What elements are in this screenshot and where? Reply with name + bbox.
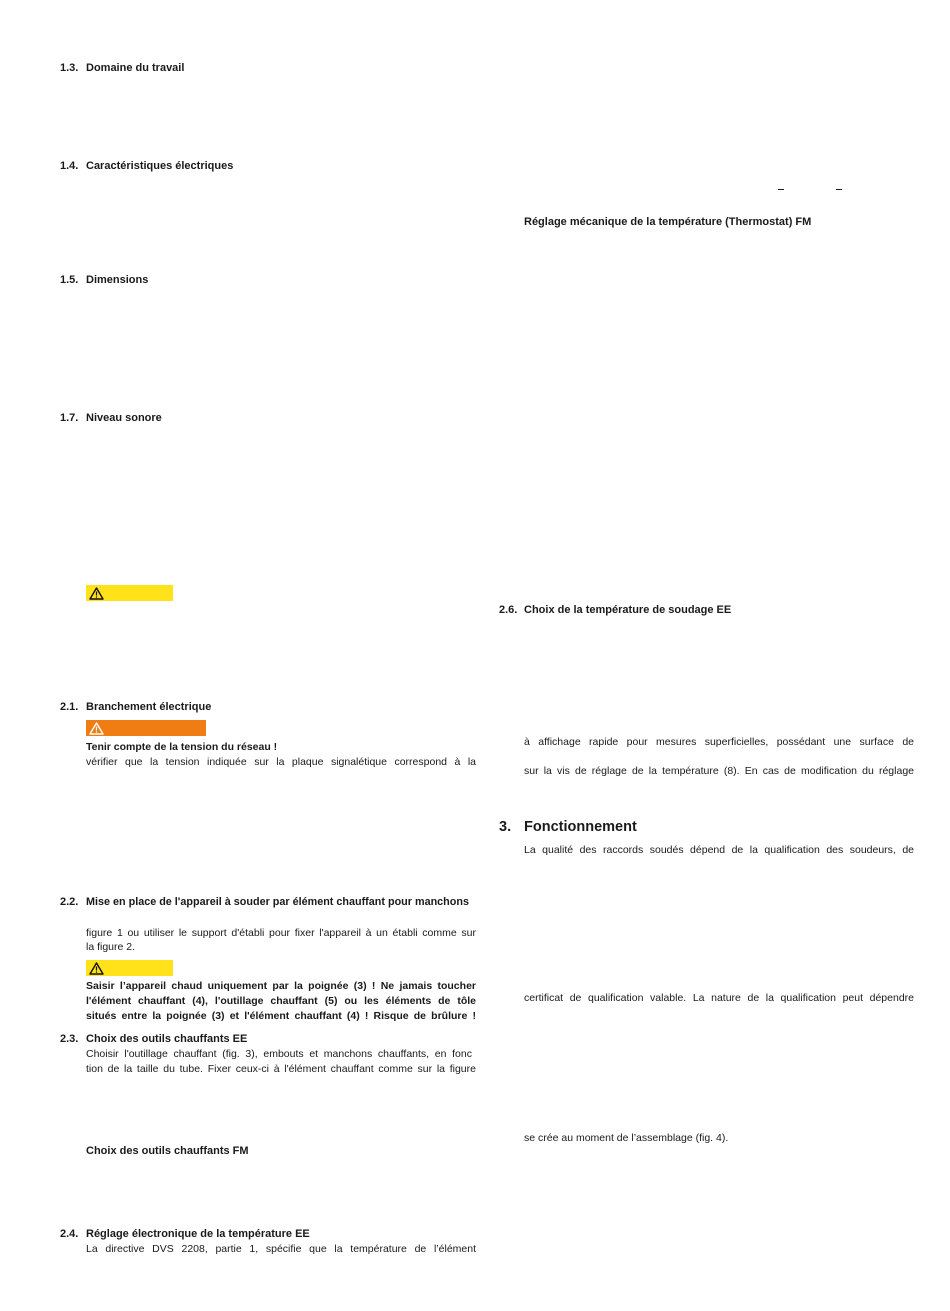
warning-text: Saisir l’appareil chaud uniquement par la poignée (3) ! Ne jamais toucher xyxy=(86,980,476,992)
section-title-choix-outils-ee: Choix des outils chauffants EE xyxy=(86,1033,248,1045)
paragraph-line: sur la vis de réglage de la température (8). En cas de modification du réglage xyxy=(524,765,914,777)
warning-triangle-icon xyxy=(89,587,104,600)
dash-mark xyxy=(778,189,784,190)
section-number: 1.3. xyxy=(60,62,79,74)
paragraph-line: la figure 2. xyxy=(86,941,136,953)
section-number: 1.5. xyxy=(60,274,79,286)
section-title-branchement: Branchement électrique xyxy=(86,701,212,713)
chapter-number: 3. xyxy=(499,819,512,835)
section-title-niveau-sonore: Niveau sonore xyxy=(86,412,162,424)
paragraph-line: figure 1 ou utiliser le support d'établi pour fixer l'appareil à un établi comme sur xyxy=(86,927,476,939)
section-number: 1.7. xyxy=(60,412,79,424)
warning-text: l'élément chauffant (4), l'outillage chauffant (5) ou les éléments de tôle xyxy=(86,995,476,1007)
paragraph-line: se crée au moment de l’assemblage (fig. 4). xyxy=(524,1132,729,1144)
dash-mark xyxy=(836,189,842,190)
warning-banner xyxy=(86,585,173,601)
paragraph-line: certificat de qualification valable. La nature de la qualification peut dépendre xyxy=(524,992,914,1004)
warning-triangle-icon xyxy=(89,962,104,975)
paragraph-line: à affichage rapide pour mesures superficielles, possédant une surface de xyxy=(524,736,914,748)
paragraph-line: Choisir l'outillage chauffant (fig. 3), embouts et manchons chauffants, en fonc xyxy=(86,1048,472,1060)
subsection-title-choix-outils-fm: Choix des outils chauffants FM xyxy=(86,1145,249,1157)
warning-text: situés entre la poignée (3) et l'élément chauffant (4) ! Risque de brûlure ! xyxy=(86,1010,476,1022)
warning-text: Tenir compte de la tension du réseau ! xyxy=(86,741,278,753)
section-number: 2.2. xyxy=(60,896,79,908)
section-number: 1.4. xyxy=(60,160,79,172)
section-title-choix-temperature: Choix de la température de soudage EE xyxy=(524,604,732,616)
paragraph-line: vérifier que la tension indiquée sur la plaque signalétique correspond à la xyxy=(86,756,476,768)
section-number: 2.1. xyxy=(60,701,79,713)
paragraph-line: La directive DVS 2208, partie 1, spécifie que la température de l’élément xyxy=(86,1243,476,1255)
section-title-dimensions: Dimensions xyxy=(86,274,149,286)
section-title-mise-en-place: Mise en place de l'appareil à souder par élément chauffant pour manchons xyxy=(86,896,469,908)
section-title-reglage-electronique: Réglage électronique de la température EE xyxy=(86,1228,310,1240)
chapter-title-fonctionnement: Fonctionnement xyxy=(524,819,637,835)
section-number: 2.3. xyxy=(60,1033,79,1045)
warning-banner xyxy=(86,720,206,736)
warning-triangle-icon xyxy=(89,722,104,735)
section-number: 2.4. xyxy=(60,1228,79,1240)
section-number: 2.6. xyxy=(499,604,518,616)
paragraph-line: La qualité des raccords soudés dépend de la qualification des soudeurs, de xyxy=(524,844,914,856)
section-title-caracteristiques: Caractéristiques électriques xyxy=(86,160,234,172)
paragraph-line: tion de la taille du tube. Fixer ceux-ci à l'élément chauffant comme sur la figure xyxy=(86,1063,476,1075)
section-title-domaine: Domaine du travail xyxy=(86,62,185,74)
subsection-title-thermostat: Réglage mécanique de la température (Thermostat) FM xyxy=(524,216,812,228)
warning-banner xyxy=(86,960,173,976)
